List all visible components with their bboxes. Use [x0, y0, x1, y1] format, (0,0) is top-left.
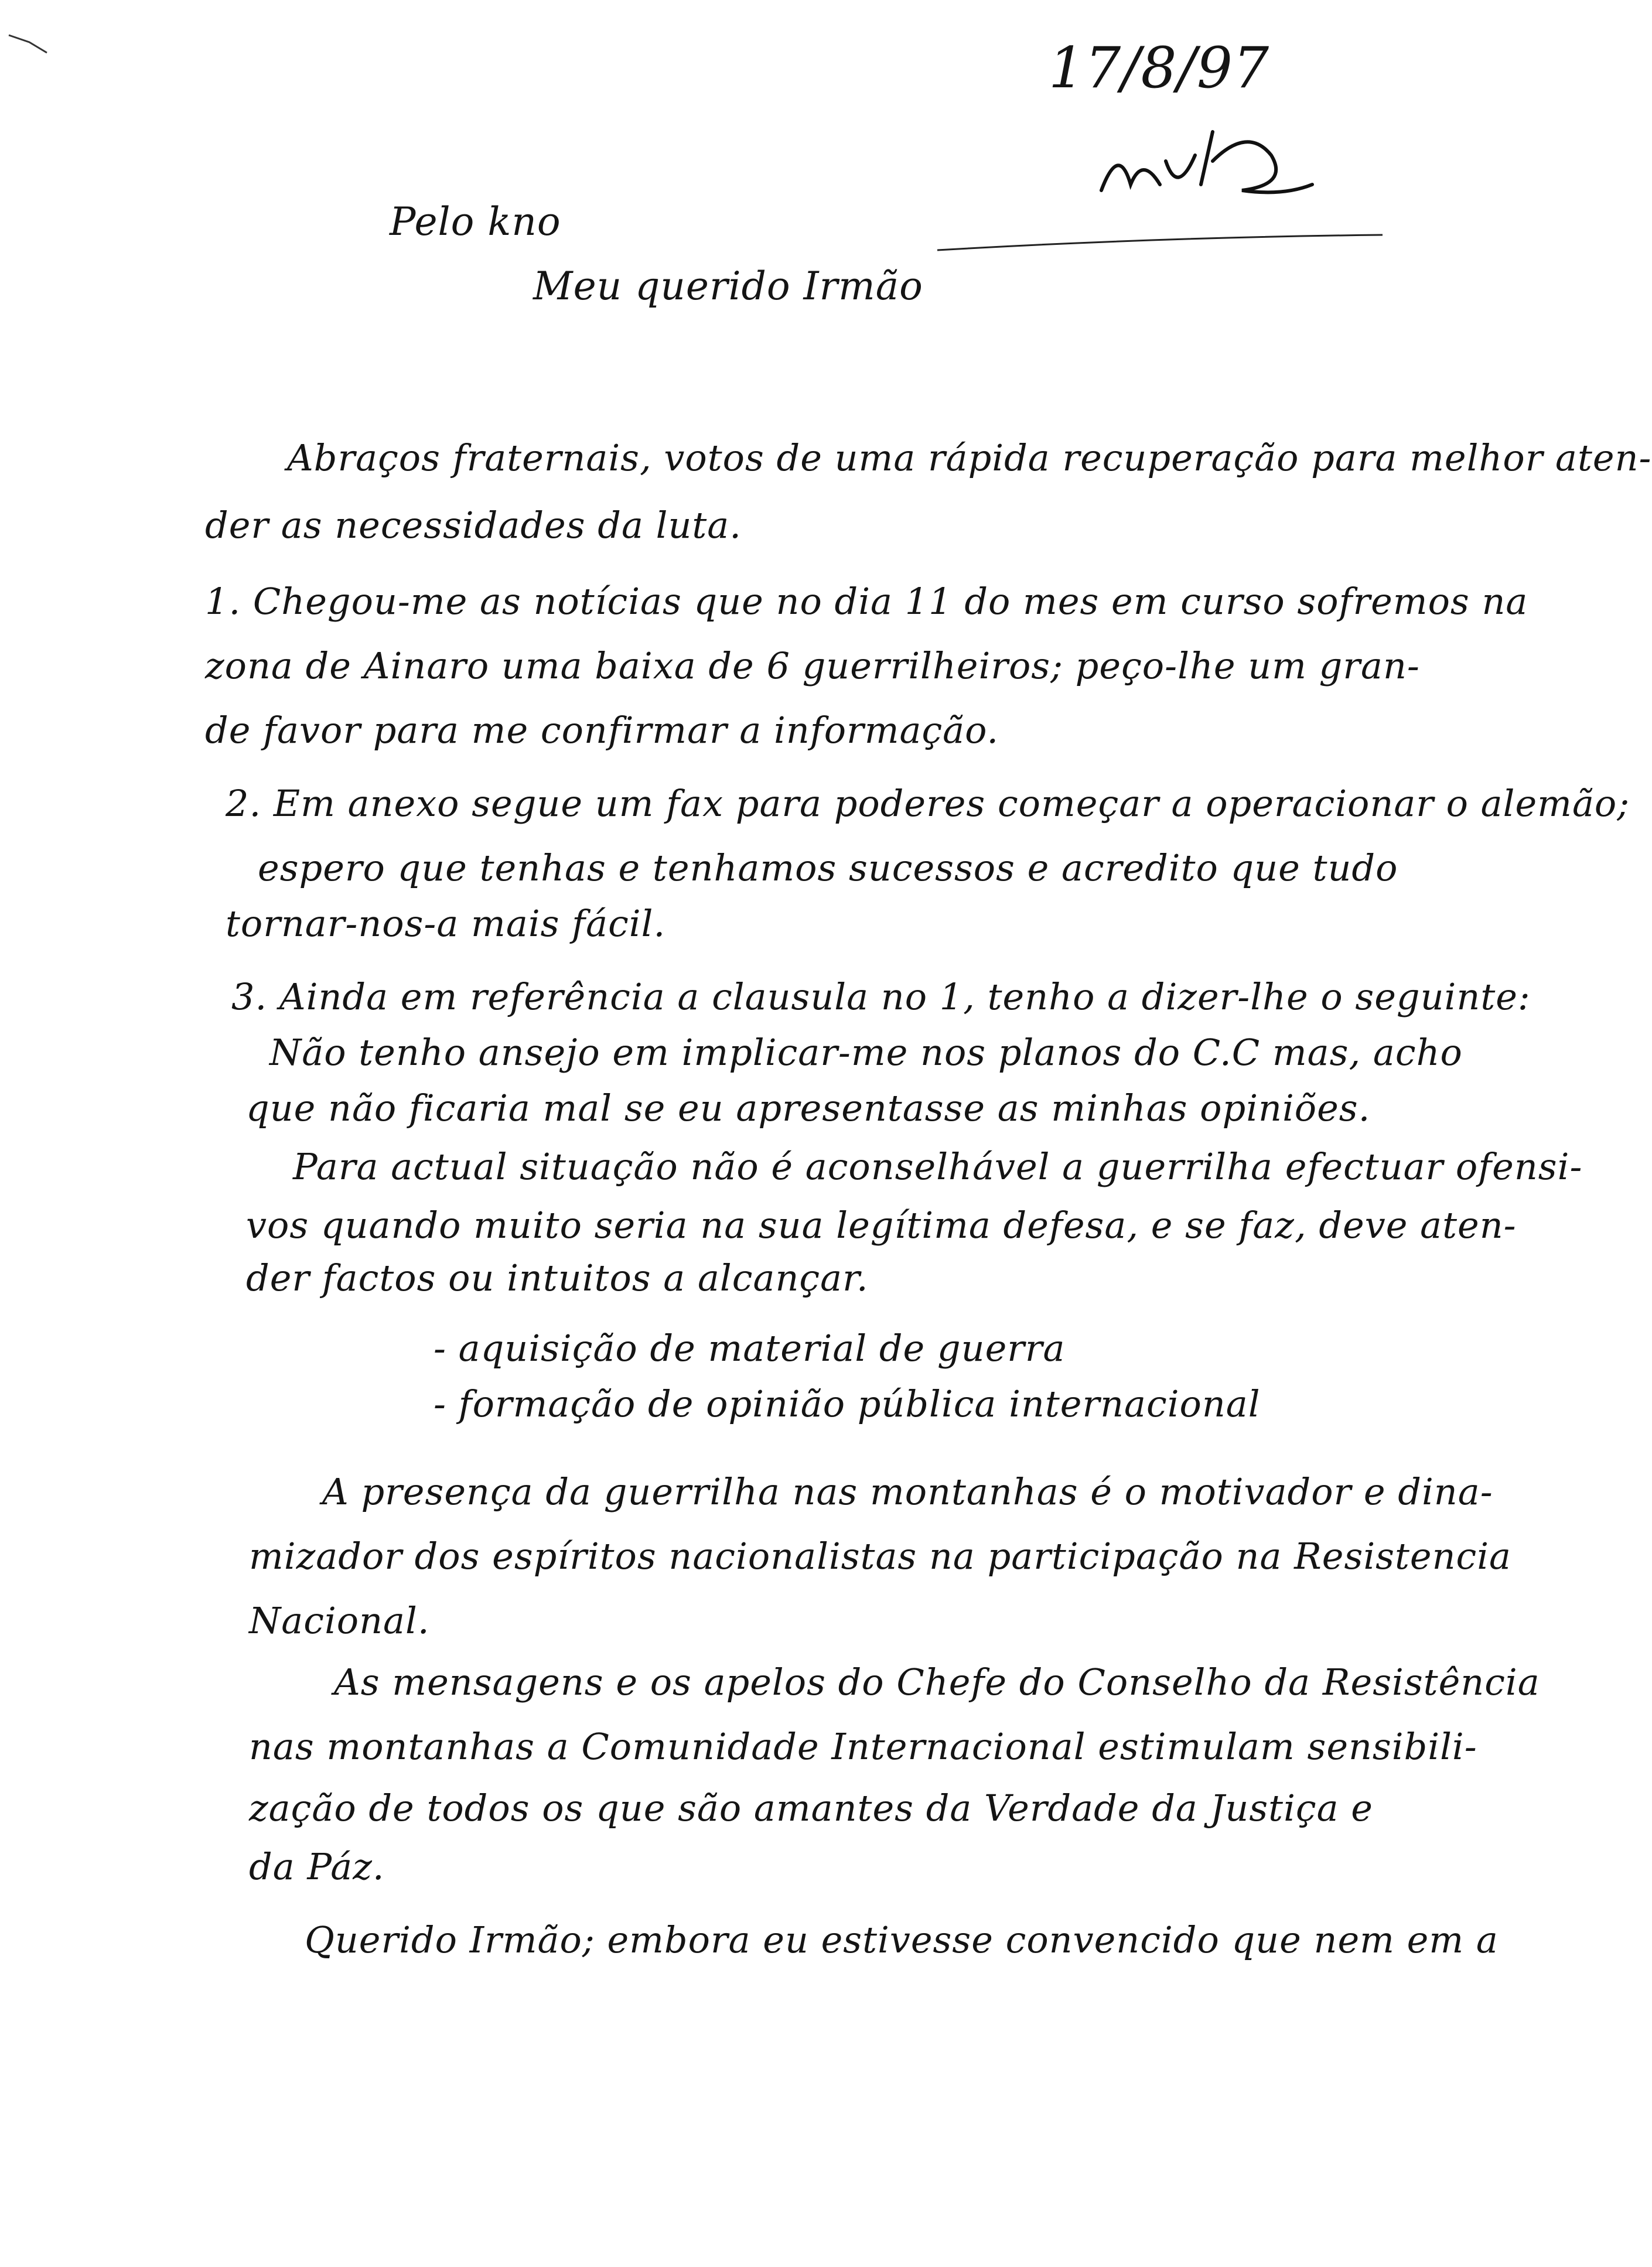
body-line: Querido Irmão; embora eu estivesse convencido que nem em a: [305, 1918, 1499, 1961]
body-line: As mensagens e os apelos do Chefe do Conselho da Resistência: [334, 1661, 1540, 1703]
body-line: der factos ou intuitos a alcançar.: [246, 1257, 869, 1299]
header-underline: [937, 231, 1383, 255]
salutation-line-1: Pelo kno: [390, 199, 561, 244]
body-line: 1. Chegou-me as notícias que no dia 11 do mes em curso sofremos na: [205, 580, 1528, 623]
body-line: que não ficaria mal se eu apresentasse as minhas opiniões.: [246, 1087, 1371, 1129]
body-line: tornar-nos-a mais fácil.: [226, 902, 666, 945]
body-line: espero que tenhas e tenhamos sucessos e acredito que tudo: [258, 846, 1398, 889]
letter-date: 17/8/97: [1049, 35, 1270, 101]
body-line: 3. Ainda em referência a clausula no 1, tenho a dizer-lhe o seguinte:: [231, 975, 1531, 1018]
body-line: mizador dos espíritos nacionalistas na participação na Resistencia: [249, 1535, 1512, 1578]
body-line: zona de Ainaro uma baixa de 6 guerrilheiros; peço-lhe um gran-: [205, 644, 1420, 687]
body-line: Não tenho ansejo em implicar-me nos planos do C.C mas, acho: [269, 1031, 1463, 1074]
body-line: de favor para me confirmar a informação.: [205, 709, 999, 752]
body-line: - formação de opinião pública internacional: [434, 1382, 1261, 1425]
body-line: A presença da guerrilha nas montanhas é o motivador e dina-: [322, 1470, 1493, 1513]
body-line: Nacional.: [249, 1599, 430, 1642]
body-line: da Páz.: [249, 1845, 385, 1888]
body-line: vos quando muito seria na sua legítima defesa, e se faz, deve aten-: [246, 1204, 1517, 1247]
handwritten-initials: [1095, 120, 1318, 214]
body-line: Para actual situação não é aconselhável a guerrilha efectuar ofensi-: [293, 1145, 1583, 1188]
salutation-line-2: Meu querido Irmão: [533, 264, 923, 309]
body-line: der as necessidades da luta.: [205, 504, 742, 547]
corner-pen-mark: [6, 29, 59, 59]
body-line: 2. Em anexo segue um fax para poderes começar a operacionar o alemão;: [226, 782, 1630, 825]
body-line: Abraços fraternais, votos de uma rápida recuperação para melhor aten-: [287, 436, 1652, 479]
body-line: nas montanhas a Comunidade Internacional estimulam sensibili-: [249, 1725, 1477, 1768]
body-line: - aquisição de material de guerra: [434, 1327, 1066, 1370]
body-line: zação de todos os que são amantes da Verdade da Justiça e: [249, 1787, 1373, 1829]
